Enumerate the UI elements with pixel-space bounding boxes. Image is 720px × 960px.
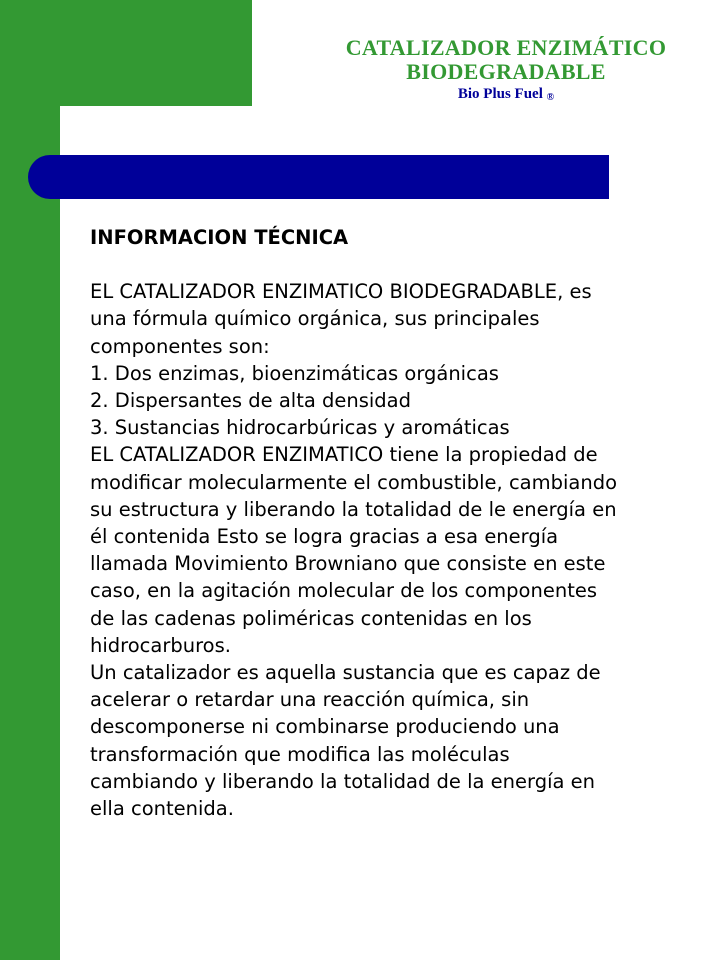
text-line: llamada Movimiento Browniano que consiste en este [90,552,606,576]
text-line: ella contenida. [90,797,234,821]
title-line-2: BIODEGRADABLE [406,59,606,84]
text-line: 1. Dos enzimas, bioenzimáticas orgánicas [90,361,499,385]
text-line: modificar molecularmente el combustible, cambiando [90,470,618,494]
technical-info-text [90,224,670,822]
text-line: Un catalizador es aquella sustancia que es capaz de [90,661,601,685]
blue-header-bar [28,155,609,199]
green-side-band [0,0,60,960]
text-line: EL CATALIZADOR ENZIMATICO tiene la propiedad de [90,443,598,467]
text-line: transformación que modifica las moléculas [90,742,510,766]
text-line: EL CATALIZADOR ENZIMATICO BIODEGRADABLE, es [90,280,592,304]
text-line: descomponerse ni combinarse produciendo una [90,715,560,739]
title-line-1: CATALIZADOR ENZIMÁTICO [345,35,667,60]
text-line: de las cadenas poliméricas contenidas en los [90,606,532,630]
brand-name: Bio Plus Fuel [457,86,543,102]
text-line: 2. Dispersantes de alta densidad [90,389,412,413]
text-line: una fórmula químico orgánica, sus principales [90,307,540,331]
text-line: acelerar o retardar una reacción química, sin [90,688,530,712]
section-heading: INFORMACION TÉCNICA [90,226,349,249]
header-title-block [300,36,712,107]
text-line: su estructura y liberando la totalidad de le energía en [90,497,617,521]
text-line: caso, en la agitación molecular de los componentes [90,579,597,603]
text-line: 3. Sustancias hidrocarbúricas y aromáticas [90,416,510,440]
text-line: él contenida Esto se logra gracias a esa energía [90,525,559,549]
text-line: componentes son: [90,334,270,358]
green-top-block [0,0,252,106]
text-line: hidrocarburos. [90,633,231,657]
registered-mark: ® [546,92,555,103]
text-line: cambiando y liberando la totalidad de la energía en [90,769,596,793]
brand-name-line [300,85,712,107]
